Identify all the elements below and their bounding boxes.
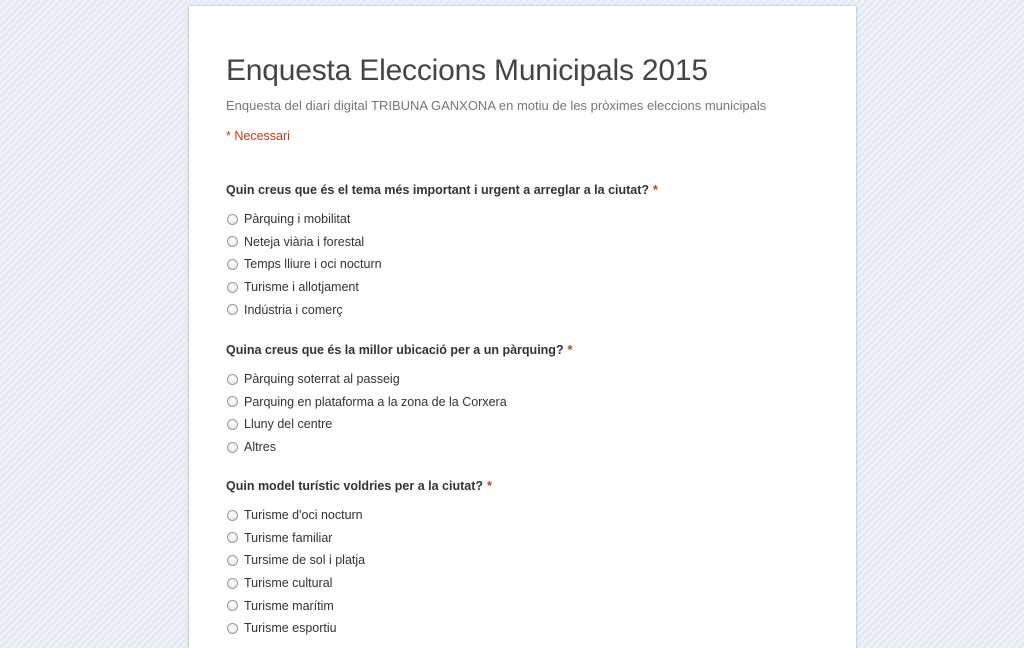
radio-option-label[interactable]: Tursime de sol i platja — [244, 553, 366, 568]
radio-button-unchecked-icon[interactable] — [227, 396, 238, 407]
radio-option-label[interactable]: Turisme marítim — [244, 598, 334, 613]
radio-button-unchecked-icon[interactable] — [227, 623, 238, 634]
radio-option[interactable] — [226, 617, 492, 640]
radio-option-label[interactable]: Turisme d'oci nocturn — [244, 508, 363, 523]
radio-option-label[interactable]: Indústria i comerç — [244, 302, 343, 317]
radio-button-unchecked-icon[interactable] — [227, 304, 238, 315]
radio-option-label[interactable]: Parquing en plataforma a la zona de la Corxera — [244, 394, 507, 409]
required-asterisk: * — [653, 183, 658, 197]
radio-option[interactable] — [226, 208, 658, 231]
radio-button-unchecked-icon[interactable] — [227, 282, 238, 293]
question-title — [226, 341, 572, 363]
radio-option[interactable] — [226, 594, 492, 617]
radio-button-unchecked-icon[interactable] — [227, 442, 238, 453]
form-card — [189, 6, 856, 648]
radio-button-unchecked-icon[interactable] — [227, 578, 238, 589]
radio-button-unchecked-icon[interactable] — [227, 374, 238, 385]
radio-option[interactable] — [226, 504, 492, 527]
radio-option-label[interactable]: Lluny del centre — [244, 417, 333, 432]
question-title-text: Quin creus que és el tema més important i urgent a arreglar a la ciutat? — [226, 183, 650, 197]
radio-option[interactable] — [226, 231, 658, 254]
question-parking-location — [226, 341, 572, 458]
question-tourism-model — [226, 477, 492, 640]
radio-button-unchecked-icon[interactable] — [227, 419, 238, 430]
radio-option-label[interactable]: Pàrquing i mobilitat — [244, 212, 351, 227]
radio-option-label[interactable]: Turisme familiar — [244, 530, 333, 545]
radio-option-label[interactable]: Turisme esportiu — [244, 621, 337, 636]
radio-option[interactable] — [226, 436, 572, 459]
radio-button-unchecked-icon[interactable] — [227, 555, 238, 566]
radio-option-label[interactable]: Neteja viària i forestal — [244, 234, 365, 249]
radio-option[interactable] — [226, 368, 572, 391]
radio-button-unchecked-icon[interactable] — [227, 600, 238, 611]
radio-option[interactable] — [226, 413, 572, 436]
radio-option[interactable] — [226, 572, 492, 595]
radio-button-unchecked-icon[interactable] — [227, 214, 238, 225]
radio-button-unchecked-icon[interactable] — [227, 532, 238, 543]
required-note: * Necessari — [226, 129, 290, 143]
question-title — [226, 181, 658, 203]
radio-option[interactable] — [226, 391, 572, 414]
radio-button-unchecked-icon[interactable] — [227, 510, 238, 521]
form-description: Enquesta del diari digital TRIBUNA GANXONA en motiu de les pròximes eleccions municipals — [226, 98, 767, 113]
question-title — [226, 477, 492, 499]
radio-button-unchecked-icon[interactable] — [227, 259, 238, 270]
question-title-text: Quin model turístic voldries per a la ciutat? — [226, 479, 484, 493]
radio-option[interactable] — [226, 253, 658, 276]
radio-option[interactable] — [226, 276, 658, 299]
radio-option-label[interactable]: Turisme i allotjament — [244, 280, 359, 295]
question-title-text: Quina creus que és la millor ubicació per a un pàrquing? — [226, 343, 564, 357]
radio-option-label[interactable]: Turisme cultural — [244, 576, 333, 591]
radio-button-unchecked-icon[interactable] — [227, 236, 238, 247]
form-title: Enquesta Eleccions Municipals 2015 — [226, 54, 708, 87]
question-main-issue — [226, 181, 658, 321]
radio-option[interactable] — [226, 298, 658, 321]
radio-option-label[interactable]: Altres — [244, 440, 276, 455]
radio-option[interactable] — [226, 527, 492, 550]
required-asterisk: * — [567, 343, 573, 357]
required-asterisk: * — [487, 479, 492, 493]
radio-option[interactable] — [226, 549, 492, 572]
radio-option-label[interactable]: Temps lliure i oci nocturn — [244, 257, 382, 272]
radio-option-label[interactable]: Pàrquing soterrat al passeig — [244, 372, 400, 387]
